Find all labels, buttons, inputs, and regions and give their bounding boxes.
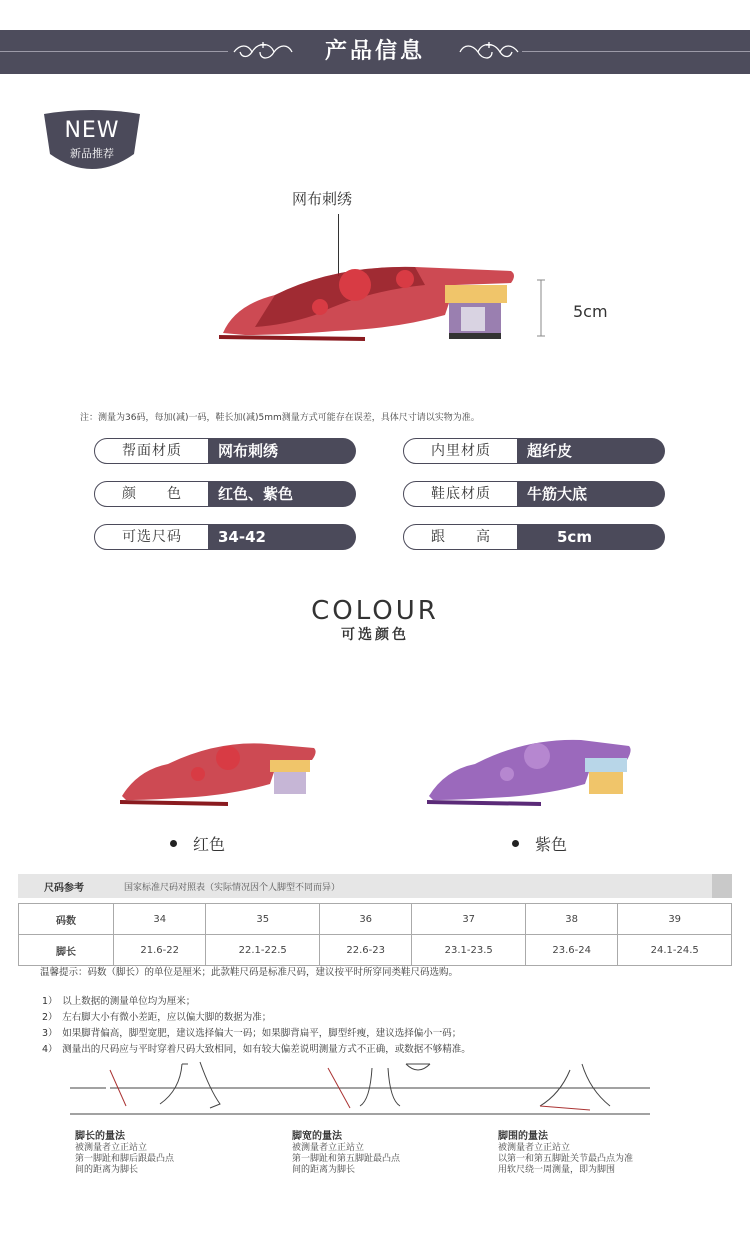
desc-line: 用软尺绕一周测量，即为脚围 — [498, 1165, 616, 1175]
measurement-illustration — [70, 1060, 650, 1122]
spec-label: 鞋底材质 — [403, 481, 519, 507]
spec-sole-material — [403, 481, 665, 507]
spec-label: 可选尺码 — [94, 524, 210, 550]
desc-line: 第一脚趾和第五脚趾最凸点 — [292, 1154, 401, 1164]
colour-subtitle: 可选颜色 — [341, 627, 409, 643]
size-cell: 34 — [114, 904, 206, 935]
spec-value: 5cm — [517, 524, 665, 550]
measure-width-title: 脚宽的量法 — [292, 1131, 342, 1142]
row-label: 脚长 — [19, 935, 114, 966]
measure-girth-desc — [498, 1143, 633, 1176]
length-cell: 24.1-24.5 — [618, 935, 732, 966]
colour-title: COLOUR — [311, 596, 439, 626]
instruction-item: 4） 测量出的尺码应与平时穿着尺码大致相同，如有较大偏差说明测量方式不正确，或数据不够精准。 — [42, 1044, 471, 1055]
spec-value: 牛筋大底 — [517, 481, 665, 507]
desc-line: 第一脚趾和脚后跟最凸点 — [75, 1154, 175, 1164]
desc-line: 被测量者立正站立 — [75, 1143, 148, 1153]
desc-line: 间的距离为脚长 — [75, 1165, 139, 1175]
desc-line: 以第一和第五脚趾关节最凸点为准 — [498, 1154, 634, 1164]
spec-label: 帮面材质 — [94, 438, 210, 464]
spec-lining-material — [403, 438, 665, 464]
length-cell: 22.1-22.5 — [206, 935, 320, 966]
measure-girth-title: 脚围的量法 — [498, 1131, 548, 1142]
length-cell: 22.6-23 — [319, 935, 411, 966]
size-table — [18, 903, 732, 966]
page-title: 产品信息 — [324, 39, 425, 64]
measurement-note: 注：测量为36码，每加(减)一码，鞋长加(减)5mm测量方式可能存在误差，具体尺寸请以实物为准。 — [80, 413, 480, 423]
instruction-item: 3） 如果脚背偏高，脚型宽肥，建议选择偏大一码；如果脚背扁平，脚型纤瘦，建议选择偏小一码； — [42, 1028, 462, 1039]
hero-shoe-image — [215, 245, 525, 345]
size-table-header-end — [712, 874, 732, 898]
size-cell: 35 — [206, 904, 320, 935]
size-cell: 39 — [618, 904, 732, 935]
desc-line: 间的距离为脚长 — [292, 1165, 356, 1175]
heel-height-marker — [534, 278, 548, 338]
table-row — [19, 904, 732, 935]
measure-width-desc — [292, 1143, 400, 1176]
row-label: 码数 — [19, 904, 114, 935]
spec-color — [94, 481, 356, 507]
length-cell: 21.6-22 — [114, 935, 206, 966]
size-cell: 36 — [319, 904, 411, 935]
desc-line: 被测量者立正站立 — [292, 1143, 365, 1153]
table-row — [19, 935, 732, 966]
spec-sizes — [94, 524, 356, 550]
color-option-purple: 紫色 — [535, 835, 568, 854]
new-badge-subtext: 新品推荐 — [70, 147, 114, 160]
instruction-item: 2） 左右脚大小有微小差距，应以偏大脚的数据为准； — [42, 1012, 272, 1023]
size-cell: 37 — [412, 904, 526, 935]
spec-heel-height — [403, 524, 665, 550]
color-option-red: 红色 — [193, 835, 226, 854]
new-badge-text: NEW — [64, 118, 120, 143]
measure-length-title: 脚长的量法 — [75, 1131, 125, 1142]
size-table-title: 尺码参考 — [44, 883, 84, 894]
length-cell: 23.1-23.5 — [412, 935, 526, 966]
size-cell: 38 — [525, 904, 617, 935]
purple-shoe-image — [425, 730, 635, 810]
spec-label: 跟 高 — [403, 524, 519, 550]
right-ornament-icon — [456, 38, 522, 66]
size-tip: 温馨提示：码数（脚长）的单位是厘米；此款鞋尺码是标准尺码，建议按平时所穿同类鞋尺码选购。 — [40, 967, 459, 978]
spec-value: 网布刺绣 — [208, 438, 356, 464]
bullet-dot — [512, 840, 519, 847]
instruction-item: 1） 以上数据的测量单位均为厘米； — [42, 996, 196, 1007]
material-callout: 网布刺绣 — [292, 190, 353, 208]
heel-height-label: 5cm — [573, 302, 608, 321]
size-table-subtitle: 国家标准尺码对照表（实际情况因个人脚型不同而异） — [124, 883, 341, 893]
spec-value: 超纤皮 — [517, 438, 665, 464]
spec-label: 颜 色 — [94, 481, 210, 507]
bullet-dot — [170, 840, 177, 847]
red-shoe-image — [118, 730, 318, 810]
spec-value: 红色、紫色 — [208, 481, 356, 507]
measure-length-desc — [75, 1143, 174, 1176]
desc-line: 被测量者立正站立 — [498, 1143, 571, 1153]
spec-label: 内里材质 — [403, 438, 519, 464]
length-cell: 23.6-24 — [525, 935, 617, 966]
spec-upper-material — [94, 438, 356, 464]
spec-value: 34-42 — [208, 524, 356, 550]
